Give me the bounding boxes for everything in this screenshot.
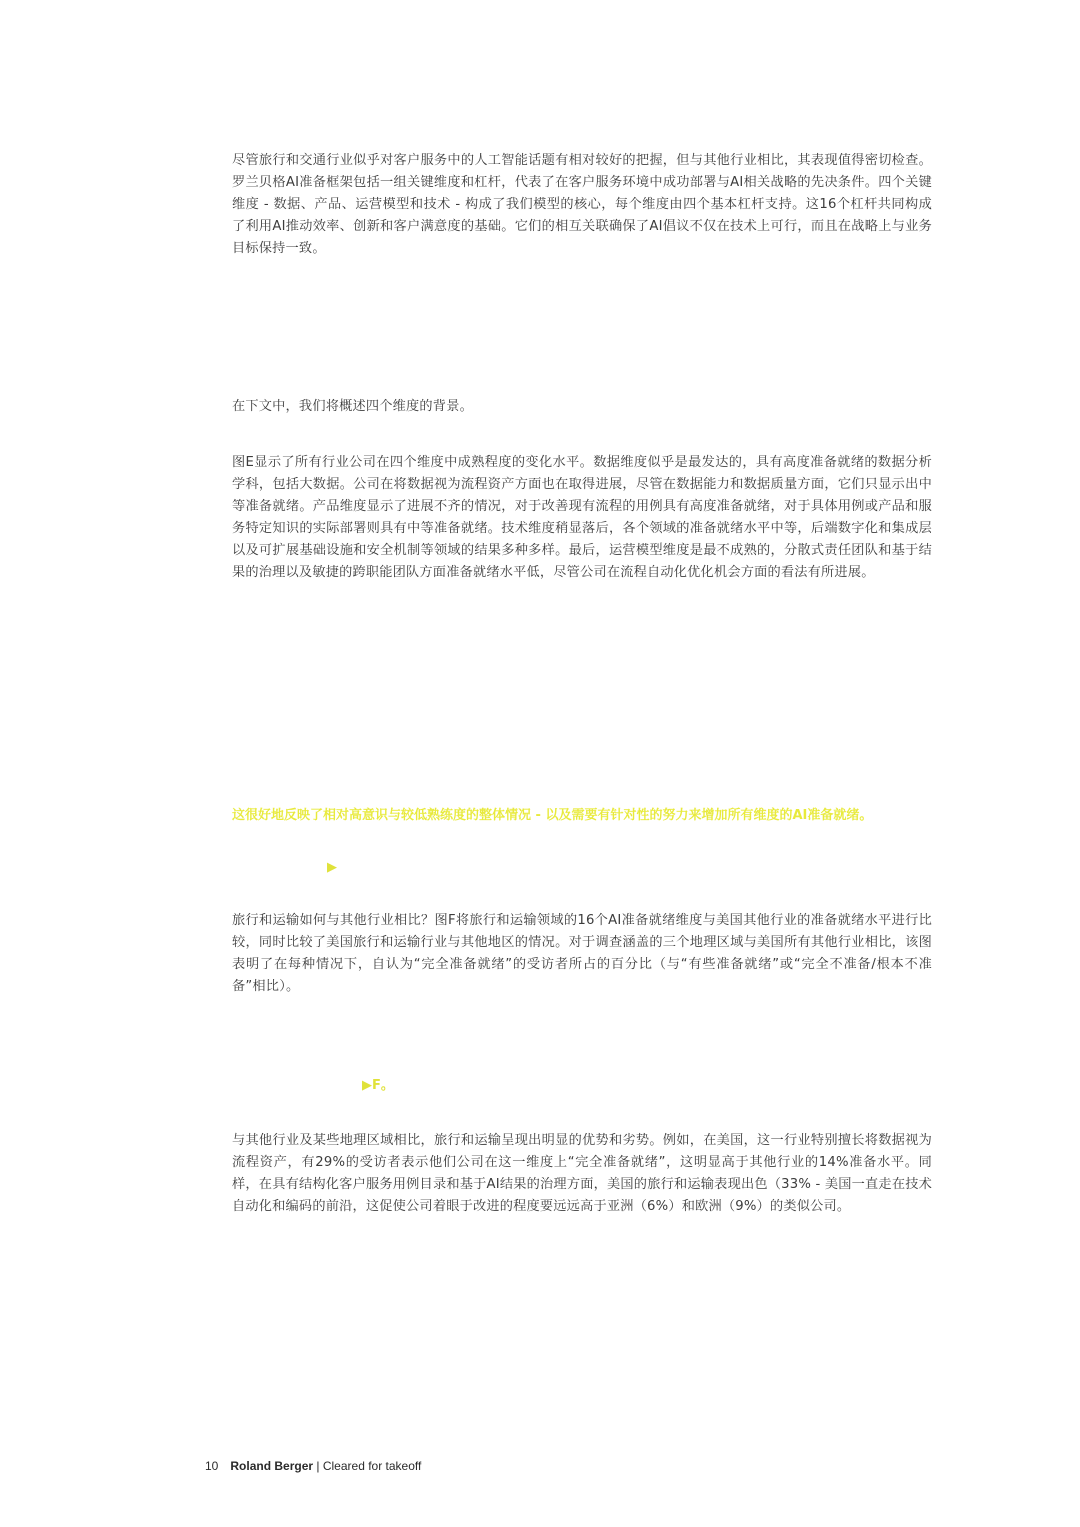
highlight-quote: 这很好地反映了相对高意识与较低熟练度的整体情况 - 以及需要有针对性的努力来增加所有维度的AI准备就绪。	[232, 808, 873, 823]
body-paragraph-figure-f-intro: 旅行和运输如何与其他行业相比？图F将旅行和运输领域的16个AI准备就绪维度与美国其他行业的准备就绪水平进行比较，同时比较了美国旅行和运输行业与其他地区的情况。对于调查涵盖的三个地理区域与美国所有其他行业相比，该图表明了在每种情况下，自认为“完全准备就绪”的受访者所占的百分比（与“有些准备就绪”或“完全不准备/根本不准备”相比）。	[232, 913, 932, 994]
body-paragraph-intro: 尽管旅行和交通行业似乎对客户服务中的人工智能话题有相对较好的把握，但与其他行业相比，其表现值得密切检查。罗兰贝格AI准备框架包括一组关键维度和杠杆，代表了在客户服务环境中成功部署与AI相关战略的先决条件。四个关键维度 - 数据、产品、运营模型和技术 - 构成了我们模型的核心，每个维度由四个基本杠杆支持。这16个杠杆共同构成了利用AI推动效率、创新和客户满意度的基础。它们的相互关联确保了AI倡议不仅在技术上可行，而且在战略上与业务目标保持一致。	[232, 153, 932, 256]
figure-f-label: ▶F。	[362, 1078, 394, 1093]
footer-brand: Roland Berger	[230, 1459, 314, 1473]
body-paragraph-overview: 在下文中，我们将概述四个维度的背景。	[232, 399, 473, 414]
page-footer	[205, 1459, 421, 1473]
footer-separator: |	[313, 1459, 323, 1473]
figure-marker-arrow: ▶	[327, 860, 337, 875]
body-paragraph-comparison: 与其他行业及某些地理区域相比，旅行和运输呈现出明显的优势和劣势。例如，在美国，这一行业特别擅长将数据视为流程资产，有29%的受访者表示他们公司在这一维度上“完全准备就绪”，这明显高于其他行业的14%准备水平。同样，在具有结构化客户服务用例目录和基于AI结果的治理方面，美国的旅行和运输表现出色（33% - 美国一直走在技术自动化和编码的前沿，这促使公司着眼于改进的程度要远远高于亚洲（6%）和欧洲（9%）的类似公司。	[232, 1133, 932, 1214]
body-paragraph-figure-e: 图E显示了所有行业公司在四个维度中成熟程度的变化水平。数据维度似乎是最发达的，具有高度准备就绪的数据分析学科，包括大数据。公司在将数据视为流程资产方面也在取得进展，尽管在数据能力和数据质量方面，它们只显示出中等准备就绪。产品维度显示了进展不齐的情况，对于改善现有流程的用例具有高度准备就绪，对于具体用例或产品和服务特定知识的实际部署则具有中等准备就绪。技术维度稍显落后，各个领域的准备就绪水平中等，后端数字化和集成层以及可扩展基础设施和安全机制等领域的结果多种多样。最后，运营模型维度是最不成熟的，分散式责任团队和基于结果的治理以及敏捷的跨职能团队方面准备就绪水平低，尽管公司在流程自动化优化机会方面的看法有所进展。	[232, 455, 932, 580]
page-number: 10	[205, 1459, 219, 1473]
footer-title: Cleared for takeoff	[322, 1459, 422, 1473]
